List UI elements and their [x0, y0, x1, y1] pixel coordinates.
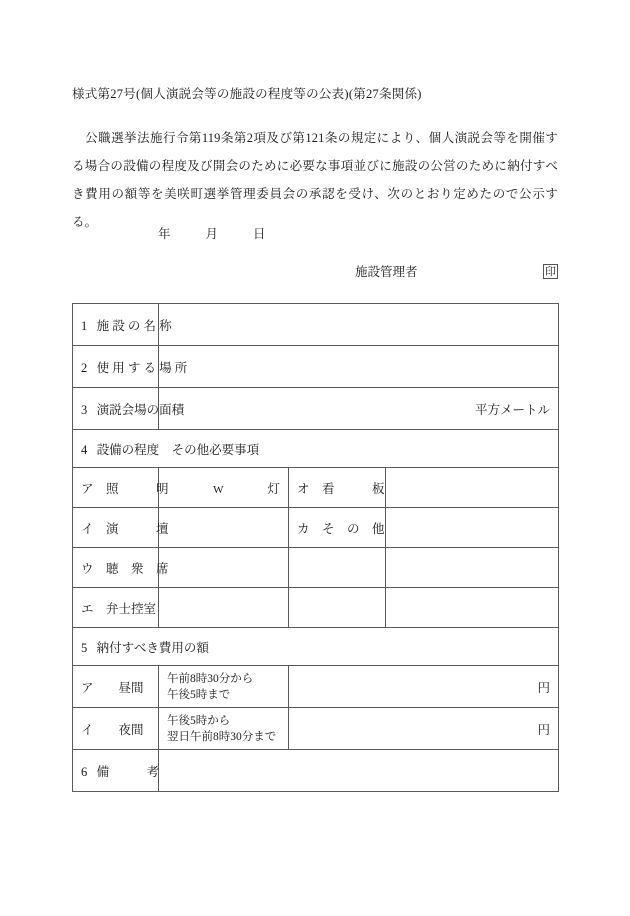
table-row-section-fees: [73, 628, 559, 666]
row-label-remarks: [73, 750, 159, 792]
row-label-text-1: 施 設 の 名 称: [96, 318, 172, 333]
row-label-place-used: [73, 346, 188, 388]
subrow-label-speaker-right: [289, 588, 386, 628]
document-title: 様式第27号(個人演説会等の施設の程度等の公表)(第27条関係): [72, 87, 422, 101]
fee-unit-daytime: 円: [537, 680, 551, 695]
row-number-6: 6: [81, 764, 88, 779]
section-header-fees: [73, 628, 559, 666]
subrow-value-audience-seats[interactable]: [159, 548, 289, 588]
row-number-1: 1: [81, 318, 88, 333]
subrow-value-lighting[interactable]: [159, 468, 289, 508]
seal-icon: 印: [545, 265, 556, 278]
form-table: [72, 303, 559, 792]
fee-time-nighttime-line2: 翌日午前8時30分まで: [167, 730, 277, 743]
subrow-label-audience-right: [289, 548, 386, 588]
row-number-3: 3: [81, 402, 88, 417]
table-row-audience-seats: [73, 548, 559, 588]
subrow-label-other: カ そ の 他: [289, 508, 386, 548]
date-line: [158, 224, 266, 242]
body-paragraph: 公職選挙法施行令第119条第2項及び第121条の規定により、個人演説会等を開催する場合の設備の程度及び開会のために必要な事項並びに施設の公営のために納付すべき費用の額等を美咲町選挙管理委員会の承認を受け、次のとおり定めたので公示する。: [72, 131, 558, 229]
facility-manager-row: [355, 262, 558, 280]
fee-time-daytime-line1: 午前8時30分から: [167, 672, 254, 685]
fee-unit-nighttime: 円: [537, 722, 551, 737]
subrow-value-signboard[interactable]: [386, 468, 559, 508]
subrow-label-lighting: ア 照 明: [73, 468, 159, 508]
facility-manager-label: 施設管理者: [355, 265, 418, 279]
row-label-text-6: 備 考: [96, 764, 160, 779]
section-number-4: 4: [81, 442, 88, 457]
subrow-value-speaker-right[interactable]: [386, 588, 559, 628]
table-row-hall-area: [73, 388, 559, 430]
subrow-label-audience-seats: ウ 聴 衆 席: [73, 548, 159, 588]
section-number-5: 5: [81, 640, 88, 655]
fee-amount-daytime[interactable]: [289, 666, 559, 708]
fee-time-nighttime: [159, 708, 289, 750]
table-row-fee-nighttime: [73, 708, 559, 750]
row-label-hall-area: [73, 388, 185, 430]
row-value-place-used[interactable]: [159, 346, 559, 388]
fee-time-daytime-line2: 午後5時まで: [167, 688, 231, 701]
row-value-facility-name[interactable]: [159, 304, 559, 346]
subrow-label-podium: イ 演 壇: [73, 508, 159, 548]
row-label-facility-name: [73, 304, 172, 346]
lighting-watt-unit: W: [213, 483, 224, 496]
date-month-label: 月: [205, 227, 219, 241]
subrow-label-signboard: オ 看 板: [289, 468, 386, 508]
hall-area-unit: 平方メートル: [475, 402, 551, 417]
fee-time-nighttime-line1: 午後5時から: [167, 714, 231, 727]
subrow-value-other[interactable]: [386, 508, 559, 548]
lighting-lamp-unit: 灯: [267, 481, 280, 496]
row-value-remarks[interactable]: [159, 750, 559, 792]
subrow-value-audience-right[interactable]: [386, 548, 559, 588]
table-row-fee-daytime: [73, 666, 559, 708]
table-row-facility-name: [73, 304, 559, 346]
fee-label-daytime: ア 昼間: [73, 666, 159, 708]
subrow-label-speaker-room: エ 弁士控室: [73, 588, 159, 628]
table-row-remarks: [73, 750, 559, 792]
table-row-place-used: [73, 346, 559, 388]
subrow-value-podium[interactable]: [159, 508, 289, 548]
table-row-section-equipment: [73, 430, 559, 468]
section-label-4: 設備の程度 その他必要事項: [96, 442, 260, 457]
row-value-hall-area[interactable]: [159, 388, 559, 430]
section-header-equipment: [73, 430, 559, 468]
date-year-label: 年: [158, 227, 171, 241]
fee-time-daytime: [159, 666, 289, 708]
fee-label-nighttime: イ 夜間: [73, 708, 159, 750]
fee-amount-nighttime[interactable]: [289, 708, 559, 750]
table-row-podium: [73, 508, 559, 548]
subrow-value-speaker-room[interactable]: [159, 588, 289, 628]
table-row-speaker-room: [73, 588, 559, 628]
section-label-5: 納付すべき費用の額: [96, 640, 209, 655]
row-number-2: 2: [81, 360, 88, 375]
row-label-text-2: 使 用 す る 場 所: [96, 360, 188, 375]
row-label-text-3: 演説会場の面積: [96, 402, 185, 417]
date-day-label: 日: [253, 227, 266, 241]
table-row-lighting: [73, 468, 559, 508]
